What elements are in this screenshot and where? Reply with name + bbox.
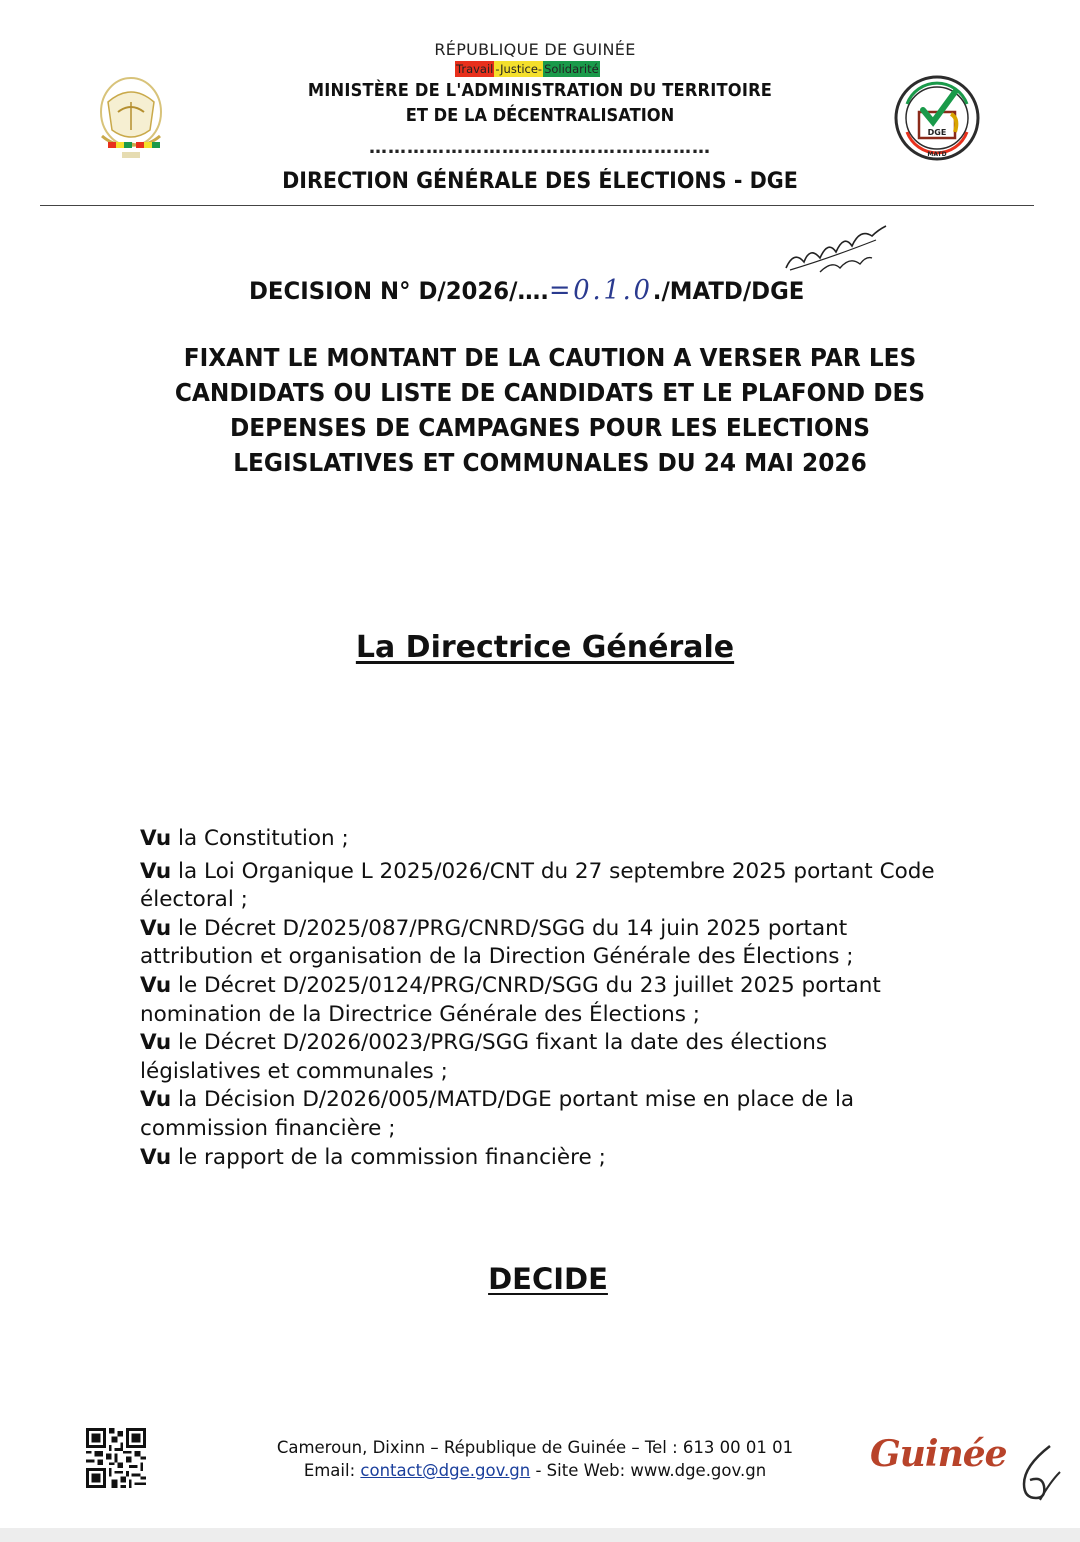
consideration-item: Vu le Décret D/2025/0124/PRG/CNRD/SGG du 23 juillet 2025 portant nomination de la Directrice Générale des Élections ;: [140, 972, 881, 1027]
consideration-item: Vu la Loi Organique L 2025/026/CNT du 27 septembre 2025 portant Code électoral ;: [140, 858, 935, 913]
considerations-list: [140, 825, 940, 1172]
footer-email-link[interactable]: contact@dge.gov.gn: [360, 1461, 531, 1480]
decision-title: [120, 340, 980, 480]
consideration-item: Vu le rapport de la commission financière ;: [140, 1144, 606, 1170]
decision-suffix: ./MATD/DGE: [652, 277, 805, 305]
consideration-item: Vu le Décret D/2026/0023/PRG/SGG fixant la date des élections législatives et communales ;: [140, 1030, 828, 1084]
ministry-line-2: ET DE LA DÉCENTRALISATION: [405, 106, 675, 126]
dge-logo-text: DGE: [927, 128, 947, 137]
title-line: CANDIDATS OU LISTE DE CANDIDATS ET LE PLAFOND DES: [174, 378, 926, 407]
decide-heading: DECIDE: [488, 1262, 608, 1296]
authority-heading: La Directrice Générale: [355, 630, 735, 665]
footer-email-label: Email:: [303, 1461, 361, 1480]
consideration-item: Vu le Décret D/2025/087/PRG/CNRD/SGG du 14 juin 2025 portant attribution et organisation de la Direction Générale des Élections ;: [140, 915, 854, 970]
decision-number: [249, 275, 804, 306]
dge-logo-icon: [893, 74, 981, 162]
dge-logo-bottom: MATD: [927, 151, 947, 158]
directorate-heading: DIRECTION GÉNÉRALE DES ÉLECTIONS - DGE: [282, 169, 798, 194]
ministry-line-1: MINISTÈRE DE L'ADMINISTRATION DU TERRITOIRE: [307, 81, 773, 101]
header-rule: [40, 205, 1034, 206]
motto-solidarity: Solidarité: [544, 62, 599, 76]
page-bottom-edge: [0, 1528, 1080, 1542]
qr-code-icon: [86, 1428, 146, 1488]
consideration-item: Vu la Décision D/2026/005/MATD/DGE portant mise en place de la commission financière ;: [140, 1087, 855, 1141]
footer-address: Cameroun, Dixinn – République de Guinée – Tel : 613 00 01 01: [276, 1438, 794, 1457]
header-separator: ………………………………………………: [369, 137, 711, 158]
decision-prefix: DECISION N° D/2026/….: [249, 277, 549, 305]
title-line: LEGISLATIVES ET COMMUNALES DU 24 MAI 2026: [233, 448, 867, 477]
title-line: FIXANT LE MONTANT DE LA CAUTION A VERSER PAR LES: [183, 343, 917, 372]
brand-swirl-icon: [1010, 1442, 1062, 1506]
footer-website: - Site Web: www.dge.gov.gn: [530, 1461, 767, 1480]
motto-justice: -Justice-: [495, 62, 543, 76]
national-motto: [455, 61, 600, 77]
guinee-brand-logo: Guinée: [870, 1433, 1007, 1475]
title-line: DEPENSES DE CAMPAGNES POUR LES ELECTIONS: [229, 413, 870, 442]
decision-handwritten-number: =0.1.0: [548, 275, 653, 306]
consideration-item: Vu la Constitution ;: [140, 826, 349, 851]
motto-work: Travail: [456, 62, 494, 76]
handwritten-initials-icon: [780, 210, 890, 280]
footer-contact: [230, 1459, 840, 1482]
republic-heading: RÉPUBLIQUE DE GUINÉE: [434, 40, 636, 59]
